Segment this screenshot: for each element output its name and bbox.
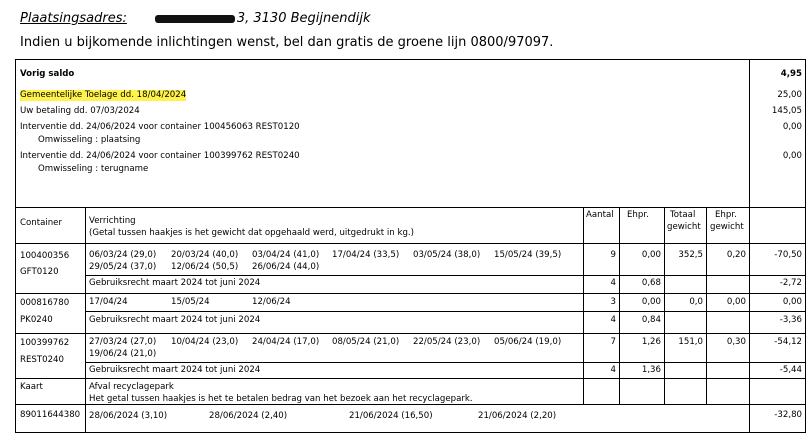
summary-label-subsidy: Gemeentelijke Toelage dd. 18/04/2024 (20, 90, 187, 100)
row-divider (85, 275, 805, 276)
ehpr-gewicht-cell: 0,30 (726, 337, 746, 347)
pickup-entry: 06/03/24 (29,0) (89, 250, 157, 260)
pickup-entry: 29/05/24 (37,0) (89, 262, 157, 272)
container-id: 000816780 (20, 298, 70, 308)
bedrag-cell: 0,00 (782, 297, 802, 307)
recyclagepark-note: Het getal tussen haakjes is het te betalen bedrag van het bezoek aan het recyclagepark. (89, 394, 473, 404)
summary-label-payment: Uw betaling dd. 07/03/2024 (20, 106, 140, 116)
redaction-mark (155, 15, 235, 23)
ehpr-cell: 0,00 (641, 297, 661, 307)
aantal-cell: 4 (610, 278, 616, 288)
recyclagepark-title: Afval recyclagepark (89, 382, 174, 392)
summary-sub-intervention-1: Omwisseling : plaatsing (38, 135, 141, 145)
pickup-entry: 15/05/24 (171, 297, 210, 307)
summary-label-intervention-1: Interventie dd. 24/06/2024 voor container 100456063 REST0120 (20, 122, 300, 132)
container-id: 100400356 (20, 251, 70, 261)
row-divider (85, 362, 805, 363)
group-divider (16, 333, 805, 334)
th-aantal: Aantal (586, 210, 614, 220)
col-divider-verrichting (583, 207, 584, 404)
th-totaal: Totaal (670, 210, 696, 220)
visit-entry: 28/06/2024 (2,40) (209, 411, 288, 421)
gebruiksrecht-label: Gebruiksrecht maart 2024 tot juni 2024 (89, 315, 261, 325)
ehpr-cell: 1,26 (641, 337, 661, 347)
pickup-entry: 08/05/24 (21,0) (332, 337, 400, 347)
th-verrichting: Verrichting (89, 216, 136, 226)
invoice-table (15, 59, 806, 433)
bedrag-cell: -2,72 (779, 278, 802, 288)
gebruiksrecht-label: Gebruiksrecht maart 2024 tot juni 2024 (89, 365, 261, 375)
pickup-entry: 12/06/24 (50,5) (171, 262, 239, 272)
address-value: 3, 3130 Begijnendijk (236, 11, 371, 26)
pickup-entry: 24/04/24 (17,0) (252, 337, 320, 347)
visit-entry: 21/06/2024 (2,20) (478, 411, 557, 421)
th-ehpr-2: Ehpr. (715, 210, 737, 220)
aantal-cell: 4 (610, 365, 616, 375)
aantal-cell: 7 (610, 337, 616, 347)
row-divider (85, 311, 805, 312)
bedrag-cell: -70,50 (774, 250, 802, 260)
header-divider (16, 243, 805, 244)
col-divider-totaal (706, 207, 707, 404)
container-code: PK0240 (20, 315, 53, 325)
pickup-entry: 19/06/24 (21,0) (89, 349, 157, 359)
pickup-entry: 15/05/24 (39,5) (494, 250, 562, 260)
container-code: REST0240 (20, 355, 64, 365)
col-divider-ehpr (664, 207, 665, 404)
group-divider (16, 293, 805, 294)
aantal-cell: 3 (610, 297, 616, 307)
col-divider-aantal (619, 207, 620, 404)
pickup-entry: 05/06/24 (19,0) (494, 337, 562, 347)
th-verrichting-note: (Getal tussen haakjes is het gewicht dat opgehaald werd, uitgedrukt in kg.) (89, 228, 414, 238)
ehpr-gewicht-cell: 0,20 (726, 250, 746, 260)
aantal-cell: 4 (610, 315, 616, 325)
gebruiksrecht-label: Gebruiksrecht maart 2024 tot juni 2024 (89, 278, 261, 288)
ehpr-gewicht-cell: 0,00 (726, 297, 746, 307)
container-code: GFT0120 (20, 267, 59, 277)
visit-entry: 21/06/2024 (16,50) (349, 411, 433, 421)
summary-amount-intervention-2: 0,00 (782, 151, 802, 161)
summary-amount-previous-balance: 4,95 (780, 69, 802, 79)
ehpr-cell: 0,68 (641, 278, 661, 288)
col-divider-container (85, 207, 86, 432)
th-totaal-gewicht: gewicht (667, 222, 701, 232)
aantal-cell: 9 (610, 250, 616, 260)
th-ehpr-gewicht: gewicht (710, 222, 744, 232)
group-divider (16, 404, 805, 405)
summary-amount-intervention-1: 0,00 (782, 122, 802, 132)
container-id: 100399762 (20, 338, 70, 348)
kaart-label: Kaart (20, 382, 43, 392)
bedrag-cell: -5,44 (779, 365, 802, 375)
group-divider (16, 378, 805, 379)
th-container: Container (20, 218, 62, 228)
totaal-cell: 352,5 (678, 250, 703, 260)
th-ehpr: Ehpr. (627, 210, 649, 220)
bedrag-cell: -3,36 (779, 315, 802, 325)
pickup-entry: 12/06/24 (252, 297, 291, 307)
summary-amount-payment: 145,05 (771, 106, 802, 116)
info-line: Indien u bijkomende inlichtingen wenst, bel dan gratis de groene lijn 0800/97097. (20, 35, 554, 50)
bedrag-cell: -32,80 (774, 410, 802, 420)
card-id: 89011644380 (20, 410, 81, 420)
totaal-cell: 0,0 (689, 297, 703, 307)
pickup-entry: 26/06/24 (44,0) (252, 262, 320, 272)
ehpr-cell: 0,84 (641, 315, 661, 325)
summary-amount-subsidy: 25,00 (777, 90, 802, 100)
pickup-entry: 03/05/24 (38,0) (413, 250, 481, 260)
pickup-entry: 22/05/24 (23,0) (413, 337, 481, 347)
col-divider-ehpr-gewicht (749, 207, 750, 432)
pickup-entry: 20/03/24 (40,0) (171, 250, 239, 260)
summary-sub-intervention-2: Omwisseling : terugname (38, 164, 149, 174)
pickup-entry: 27/03/24 (27,0) (89, 337, 157, 347)
section-divider (16, 207, 805, 208)
summary-label-previous-balance: Vorig saldo (20, 69, 75, 79)
pickup-entry: 17/04/24 (89, 297, 128, 307)
address-line (20, 11, 370, 26)
address-label: Plaatsingsadres: (20, 11, 127, 26)
visit-entry: 28/06/2024 (3,10) (89, 411, 168, 421)
pickup-entry: 10/04/24 (23,0) (171, 337, 239, 347)
pickup-entry: 17/04/24 (33,5) (332, 250, 400, 260)
bedrag-cell: -54,12 (774, 337, 802, 347)
summary-label-intervention-2: Interventie dd. 24/06/2024 voor container 100399762 REST0240 (20, 151, 300, 161)
ehpr-cell: 0,00 (641, 250, 661, 260)
pickup-entry: 03/04/24 (41,0) (252, 250, 320, 260)
ehpr-cell: 1,36 (641, 365, 661, 375)
totaal-cell: 151,0 (678, 337, 703, 347)
